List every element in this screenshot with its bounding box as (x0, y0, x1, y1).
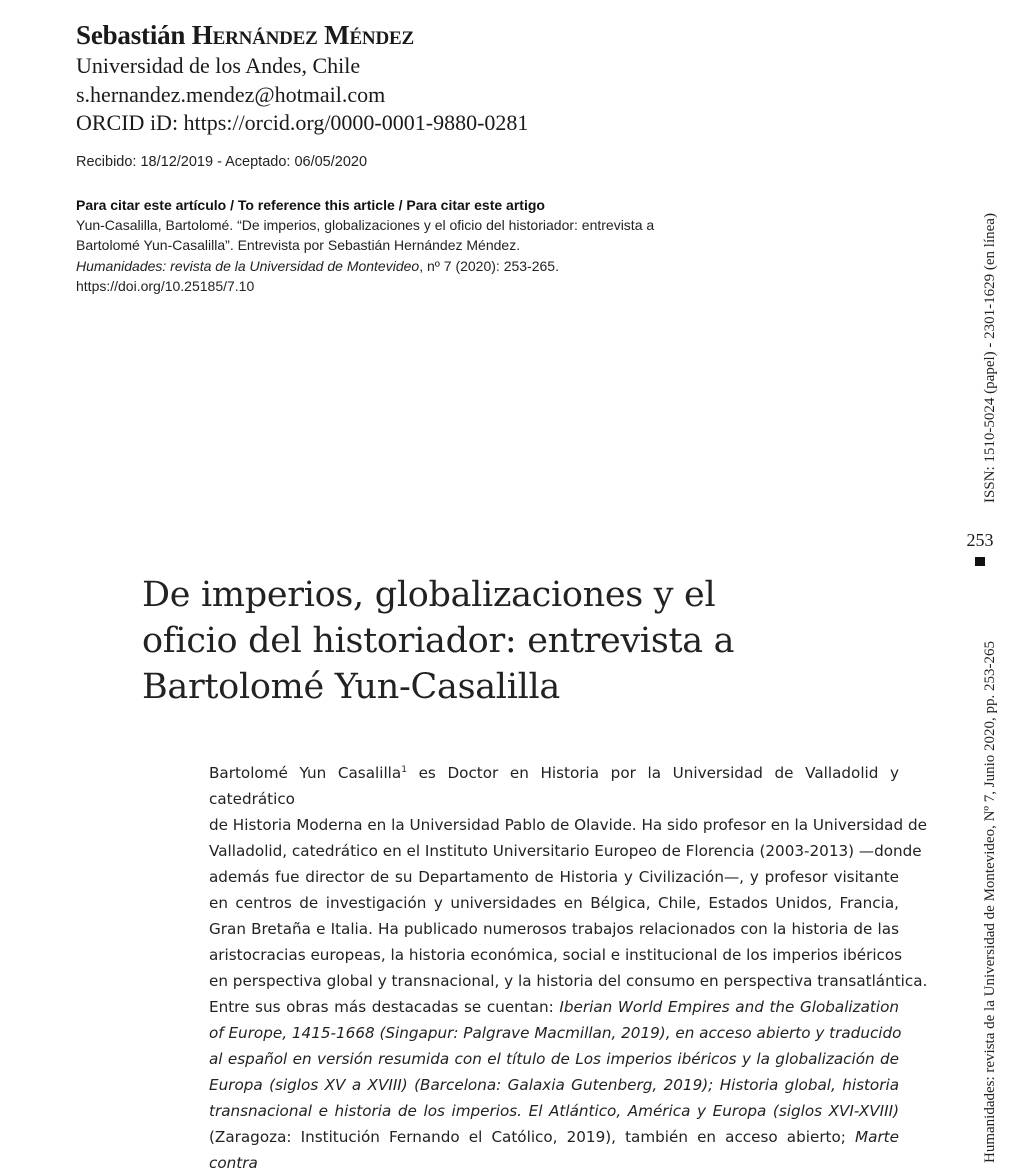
body-text-segment: Bartolomé Yun Casalilla (209, 764, 402, 782)
body-line: Gran Bretaña e Italia. Ha publicado numerosos trabajos relacionados con la historia de las (209, 920, 899, 938)
citation-heading: Para citar este artículo / To reference this article / Para citar este artigo (76, 197, 545, 213)
author-last-name: Hernández Méndez (191, 20, 414, 50)
author-affiliation: Universidad de los Andes, Chile (76, 53, 361, 78)
body-line: en centros de investigación y universidades en Bélgica, Chile, Estados Unidos, Francia, (209, 894, 899, 912)
citation-journal-line (76, 256, 796, 276)
author-email[interactable]: s.hernandez.mendez@hotmail.com (76, 81, 386, 107)
body-line (209, 994, 899, 1020)
sidebar-journal-info: Humanidades: revista de la Universidad de Montevideo, Nº 7, Junio 2020, pp. 253-265 (982, 640, 998, 1163)
body-line: además fue director de su Departamento de Historia y Civilización—, y profesor visitante (209, 868, 899, 886)
body-line: de Historia Moderna en la Universidad Pablo de Olavide. Ha sido profesor en la Universidad de (209, 816, 927, 834)
received-accepted-dates: Recibido: 18/12/2019 - Aceptado: 06/05/2020 (76, 154, 368, 170)
body-line: aristocracias europeas, la historia económica, social e institucional de los imperios ibéricos (209, 946, 903, 964)
citation-line-2: Bartolomé Yun-Casalilla”. Entrevista por Sebastián Hernández Méndez. (76, 237, 521, 254)
body-line (209, 760, 899, 812)
title-line: Bartolomé Yun-Casalilla (142, 667, 560, 707)
body-italic-title: Iberian World Empires and the Globalization (559, 998, 900, 1016)
body-italic-title: Marte contra (209, 1128, 899, 1172)
page-number: 253 (966, 530, 994, 550)
footnote-marker[interactable]: 1 (401, 765, 407, 775)
body-text-segment: (Zaragoza: Institución Fernando el Católico, 2019), también en acceso abierto; (209, 1128, 856, 1146)
author-orcid[interactable]: ORCID iD: https://orcid.org/0000-0001-9880-0281 (76, 110, 529, 135)
author-first-name: Sebastián (76, 20, 192, 50)
title-line: De imperios, globalizaciones y el (142, 575, 716, 615)
sidebar-issn: ISSN: 1510-5024 (papel) - 2301-1629 (en línea) (982, 213, 998, 503)
body-line: of Europe, 1415-1668 (Singapur: Palgrave Macmillan, 2019), en acceso abierto y traducido (209, 1024, 902, 1042)
article-title (142, 572, 842, 710)
page-marker (975, 557, 985, 566)
citation-line-1: Yun-Casalilla, Bartolomé. “De imperios, globalizaciones y el oficio del historiador: entrevista a (76, 217, 655, 234)
citation-journal-name: Humanidades: revista de la Universidad de Montevideo (76, 257, 420, 274)
body-line: Valladolid, catedrático en el Instituto Universitario Europeo de Florencia (2003-2013) —donde (209, 842, 922, 860)
body-text-segment: es Doctor en Historia por la Universidad de Valladolid y catedrático (209, 764, 900, 808)
citation-block (76, 195, 796, 296)
citation-journal-issue: , nº 7 (2020): 253-265. (419, 257, 559, 274)
body-paragraph (209, 760, 928, 1176)
body-line (209, 1124, 899, 1176)
body-line: Europa (siglos XV a XVIII) (Barcelona: Galaxia Gutenberg, 2019); Historia global, historia (209, 1076, 899, 1094)
author-name (76, 18, 836, 52)
body-line: al español en versión resumida con el título de Los imperios ibéricos y la globalización de (209, 1050, 899, 1068)
citation-doi-link[interactable]: https://doi.org/10.25185/7.10 (76, 277, 255, 294)
body-text-segment: Entre sus obras más destacadas se cuentan: (209, 998, 560, 1016)
body-line: transnacional e historia de los imperios. El Atlántico, América y Europa (siglos XVI-XVIII) (209, 1102, 899, 1120)
body-line: en perspectiva global y transnacional, y la historia del consumo en perspectiva transatlántica. (209, 972, 928, 990)
author-block (76, 18, 836, 138)
title-line: oficio del historiador: entrevista a (142, 621, 735, 661)
